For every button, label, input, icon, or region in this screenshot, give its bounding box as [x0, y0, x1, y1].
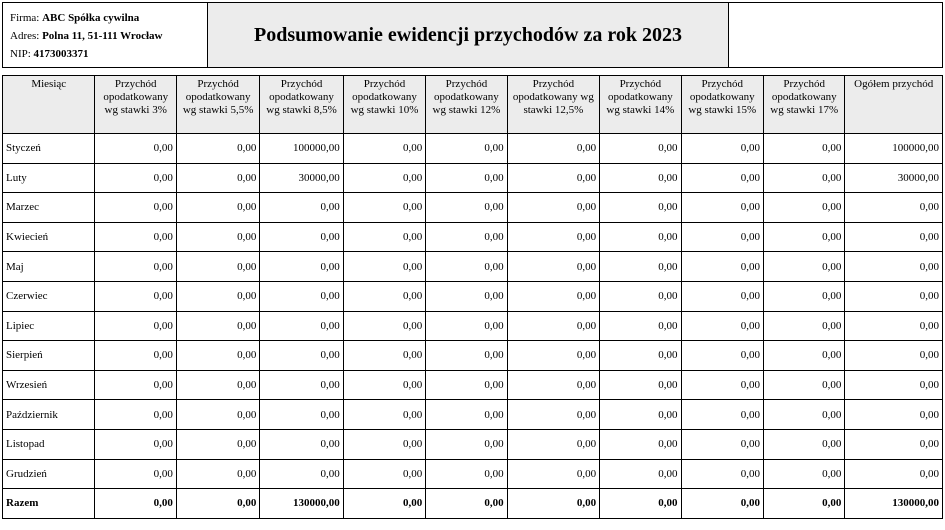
- amount-cell: 0,00: [343, 341, 425, 371]
- column-header-month: Miesiąc: [3, 76, 95, 134]
- amount-cell: 0,00: [845, 311, 943, 341]
- column-header: Ogółem przychód: [845, 76, 943, 134]
- total-cell: 0,00: [681, 489, 763, 519]
- amount-cell: 0,00: [507, 252, 599, 282]
- amount-cell: 0,00: [176, 429, 259, 459]
- amount-cell: 0,00: [507, 341, 599, 371]
- amount-cell: 0,00: [95, 222, 176, 252]
- report-header: [2, 2, 943, 68]
- amount-cell: 0,00: [600, 429, 681, 459]
- amount-cell: 0,00: [763, 341, 844, 371]
- amount-cell: 0,00: [763, 134, 844, 164]
- table-row: [3, 281, 943, 311]
- amount-cell: 0,00: [681, 163, 763, 193]
- month-cell: Grudzień: [3, 459, 95, 489]
- amount-cell: 0,00: [507, 281, 599, 311]
- amount-cell: 0,00: [507, 193, 599, 223]
- amount-cell: 0,00: [600, 459, 681, 489]
- amount-cell: 0,00: [95, 281, 176, 311]
- amount-cell: 0,00: [681, 370, 763, 400]
- amount-cell: 0,00: [260, 400, 343, 430]
- amount-cell: 0,00: [260, 193, 343, 223]
- amount-cell: 0,00: [176, 311, 259, 341]
- amount-cell: 0,00: [426, 429, 507, 459]
- amount-cell: 0,00: [763, 222, 844, 252]
- page-title: Podsumowanie ewidencji przychodów za rok 2023: [254, 23, 682, 46]
- amount-cell: 0,00: [600, 400, 681, 430]
- title-cell: [208, 3, 729, 67]
- table-row: [3, 400, 943, 430]
- amount-cell: 0,00: [763, 459, 844, 489]
- amount-cell: 0,00: [95, 459, 176, 489]
- table-row: [3, 252, 943, 282]
- amount-cell: 0,00: [763, 370, 844, 400]
- amount-cell: 0,00: [343, 134, 425, 164]
- amount-cell: 0,00: [426, 400, 507, 430]
- total-cell: 0,00: [95, 489, 176, 519]
- amount-cell: 0,00: [845, 281, 943, 311]
- amount-cell: 0,00: [763, 252, 844, 282]
- address-value: Polna 11, 51-111 Wrocław: [42, 30, 163, 42]
- total-cell: 0,00: [176, 489, 259, 519]
- amount-cell: 0,00: [426, 252, 507, 282]
- firm-name: ABC Spółka cywilna: [42, 12, 140, 24]
- amount-cell: 0,00: [95, 400, 176, 430]
- amount-cell: 30000,00: [260, 163, 343, 193]
- month-cell: Październik: [3, 400, 95, 430]
- amount-cell: 0,00: [426, 370, 507, 400]
- amount-cell: 0,00: [426, 222, 507, 252]
- column-header: Przychód opodatkowany wg stawki 8,5%: [260, 76, 343, 134]
- amount-cell: 100000,00: [260, 134, 343, 164]
- amount-cell: 0,00: [845, 341, 943, 371]
- amount-cell: 0,00: [600, 341, 681, 371]
- nip-label: NIP:: [10, 48, 31, 60]
- address-line: [10, 27, 207, 45]
- amount-cell: 0,00: [176, 281, 259, 311]
- amount-cell: 0,00: [507, 459, 599, 489]
- amount-cell: 0,00: [343, 400, 425, 430]
- amount-cell: 0,00: [507, 163, 599, 193]
- amount-cell: 0,00: [95, 252, 176, 282]
- amount-cell: 0,00: [426, 341, 507, 371]
- amount-cell: 0,00: [681, 429, 763, 459]
- amount-cell: 0,00: [176, 341, 259, 371]
- amount-cell: 0,00: [95, 311, 176, 341]
- month-cell: Lipiec: [3, 311, 95, 341]
- amount-cell: 0,00: [176, 459, 259, 489]
- amount-cell: 0,00: [845, 222, 943, 252]
- amount-cell: 0,00: [507, 429, 599, 459]
- amount-cell: 0,00: [343, 222, 425, 252]
- amount-cell: 0,00: [681, 281, 763, 311]
- month-cell: Czerwiec: [3, 281, 95, 311]
- amount-cell: 0,00: [845, 459, 943, 489]
- amount-cell: 0,00: [95, 370, 176, 400]
- firm-line: [10, 9, 207, 27]
- amount-cell: 0,00: [845, 252, 943, 282]
- amount-cell: 100000,00: [845, 134, 943, 164]
- amount-cell: 0,00: [343, 163, 425, 193]
- amount-cell: 0,00: [845, 193, 943, 223]
- total-cell: 130000,00: [260, 489, 343, 519]
- report-page: [2, 2, 943, 526]
- firm-label: Firma:: [10, 12, 40, 24]
- amount-cell: 0,00: [260, 252, 343, 282]
- amount-cell: 0,00: [260, 222, 343, 252]
- amount-cell: 0,00: [426, 311, 507, 341]
- amount-cell: 0,00: [600, 252, 681, 282]
- amount-cell: 0,00: [681, 341, 763, 371]
- amount-cell: 0,00: [681, 459, 763, 489]
- column-header: Przychód opodatkowany wg stawki 17%: [763, 76, 844, 134]
- amount-cell: 0,00: [260, 459, 343, 489]
- amount-cell: 0,00: [763, 163, 844, 193]
- amount-cell: 0,00: [681, 134, 763, 164]
- month-cell: Listopad: [3, 429, 95, 459]
- amount-cell: 0,00: [600, 134, 681, 164]
- month-cell: Luty: [3, 163, 95, 193]
- amount-cell: 0,00: [260, 429, 343, 459]
- amount-cell: 0,00: [176, 163, 259, 193]
- month-cell: Marzec: [3, 193, 95, 223]
- table-body: [3, 134, 943, 519]
- month-cell: Kwiecień: [3, 222, 95, 252]
- amount-cell: 0,00: [176, 252, 259, 282]
- total-cell: 0,00: [426, 489, 507, 519]
- amount-cell: 30000,00: [845, 163, 943, 193]
- amount-cell: 0,00: [600, 163, 681, 193]
- column-header: Przychód opodatkowany wg stawki 12,5%: [507, 76, 599, 134]
- amount-cell: 0,00: [260, 281, 343, 311]
- amount-cell: 0,00: [260, 341, 343, 371]
- table-row: [3, 341, 943, 371]
- amount-cell: 0,00: [95, 193, 176, 223]
- amount-cell: 0,00: [507, 400, 599, 430]
- amount-cell: 0,00: [426, 281, 507, 311]
- amount-cell: 0,00: [600, 311, 681, 341]
- table-row: [3, 163, 943, 193]
- amount-cell: 0,00: [260, 311, 343, 341]
- amount-cell: 0,00: [507, 222, 599, 252]
- total-cell: 0,00: [343, 489, 425, 519]
- amount-cell: 0,00: [845, 429, 943, 459]
- amount-cell: 0,00: [600, 281, 681, 311]
- total-cell: 130000,00: [845, 489, 943, 519]
- amount-cell: 0,00: [845, 370, 943, 400]
- amount-cell: 0,00: [681, 252, 763, 282]
- total-cell: 0,00: [507, 489, 599, 519]
- title-area: [208, 3, 942, 67]
- column-header: Przychód opodatkowany wg stawki 12%: [426, 76, 507, 134]
- company-info: [3, 3, 208, 67]
- amount-cell: 0,00: [343, 193, 425, 223]
- table-row: [3, 459, 943, 489]
- amount-cell: 0,00: [845, 400, 943, 430]
- total-label: Razem: [3, 489, 95, 519]
- amount-cell: 0,00: [95, 163, 176, 193]
- address-label: Adres:: [10, 30, 40, 42]
- month-cell: Wrzesień: [3, 370, 95, 400]
- amount-cell: 0,00: [343, 429, 425, 459]
- amount-cell: 0,00: [763, 311, 844, 341]
- amount-cell: 0,00: [507, 134, 599, 164]
- table-row: [3, 134, 943, 164]
- nip-line: [10, 45, 207, 63]
- amount-cell: 0,00: [343, 311, 425, 341]
- month-cell: Maj: [3, 252, 95, 282]
- month-cell: Styczeń: [3, 134, 95, 164]
- amount-cell: 0,00: [763, 429, 844, 459]
- total-row: [3, 489, 943, 519]
- amount-cell: 0,00: [681, 193, 763, 223]
- amount-cell: 0,00: [176, 400, 259, 430]
- amount-cell: 0,00: [343, 252, 425, 282]
- table-row: [3, 222, 943, 252]
- table-row: [3, 370, 943, 400]
- amount-cell: 0,00: [95, 429, 176, 459]
- column-header: Przychód opodatkowany wg stawki 5,5%: [176, 76, 259, 134]
- amount-cell: 0,00: [600, 222, 681, 252]
- total-cell: 0,00: [763, 489, 844, 519]
- table-row: [3, 193, 943, 223]
- column-header: Przychód opodatkowany wg stawki 3%: [95, 76, 176, 134]
- amount-cell: 0,00: [260, 370, 343, 400]
- amount-cell: 0,00: [426, 163, 507, 193]
- amount-cell: 0,00: [176, 222, 259, 252]
- amount-cell: 0,00: [600, 193, 681, 223]
- amount-cell: 0,00: [95, 341, 176, 371]
- amount-cell: 0,00: [763, 400, 844, 430]
- amount-cell: 0,00: [600, 370, 681, 400]
- amount-cell: 0,00: [95, 134, 176, 164]
- table-header-row: [3, 76, 943, 134]
- column-header: Przychód opodatkowany wg stawki 15%: [681, 76, 763, 134]
- amount-cell: 0,00: [763, 281, 844, 311]
- amount-cell: 0,00: [426, 193, 507, 223]
- column-header: Przychód opodatkowany wg stawki 10%: [343, 76, 425, 134]
- blank-header-cell: [729, 3, 942, 67]
- amount-cell: 0,00: [426, 134, 507, 164]
- total-cell: 0,00: [600, 489, 681, 519]
- amount-cell: 0,00: [681, 400, 763, 430]
- nip-value: 4173003371: [33, 48, 89, 60]
- amount-cell: 0,00: [176, 134, 259, 164]
- amount-cell: 0,00: [681, 222, 763, 252]
- table-row: [3, 429, 943, 459]
- amount-cell: 0,00: [507, 370, 599, 400]
- amount-cell: 0,00: [507, 311, 599, 341]
- amount-cell: 0,00: [176, 370, 259, 400]
- income-summary-table: [2, 75, 943, 519]
- amount-cell: 0,00: [343, 370, 425, 400]
- amount-cell: 0,00: [763, 193, 844, 223]
- amount-cell: 0,00: [343, 459, 425, 489]
- table-row: [3, 311, 943, 341]
- amount-cell: 0,00: [343, 281, 425, 311]
- month-cell: Sierpień: [3, 341, 95, 371]
- column-header: Przychód opodatkowany wg stawki 14%: [600, 76, 681, 134]
- amount-cell: 0,00: [426, 459, 507, 489]
- amount-cell: 0,00: [176, 193, 259, 223]
- amount-cell: 0,00: [681, 311, 763, 341]
